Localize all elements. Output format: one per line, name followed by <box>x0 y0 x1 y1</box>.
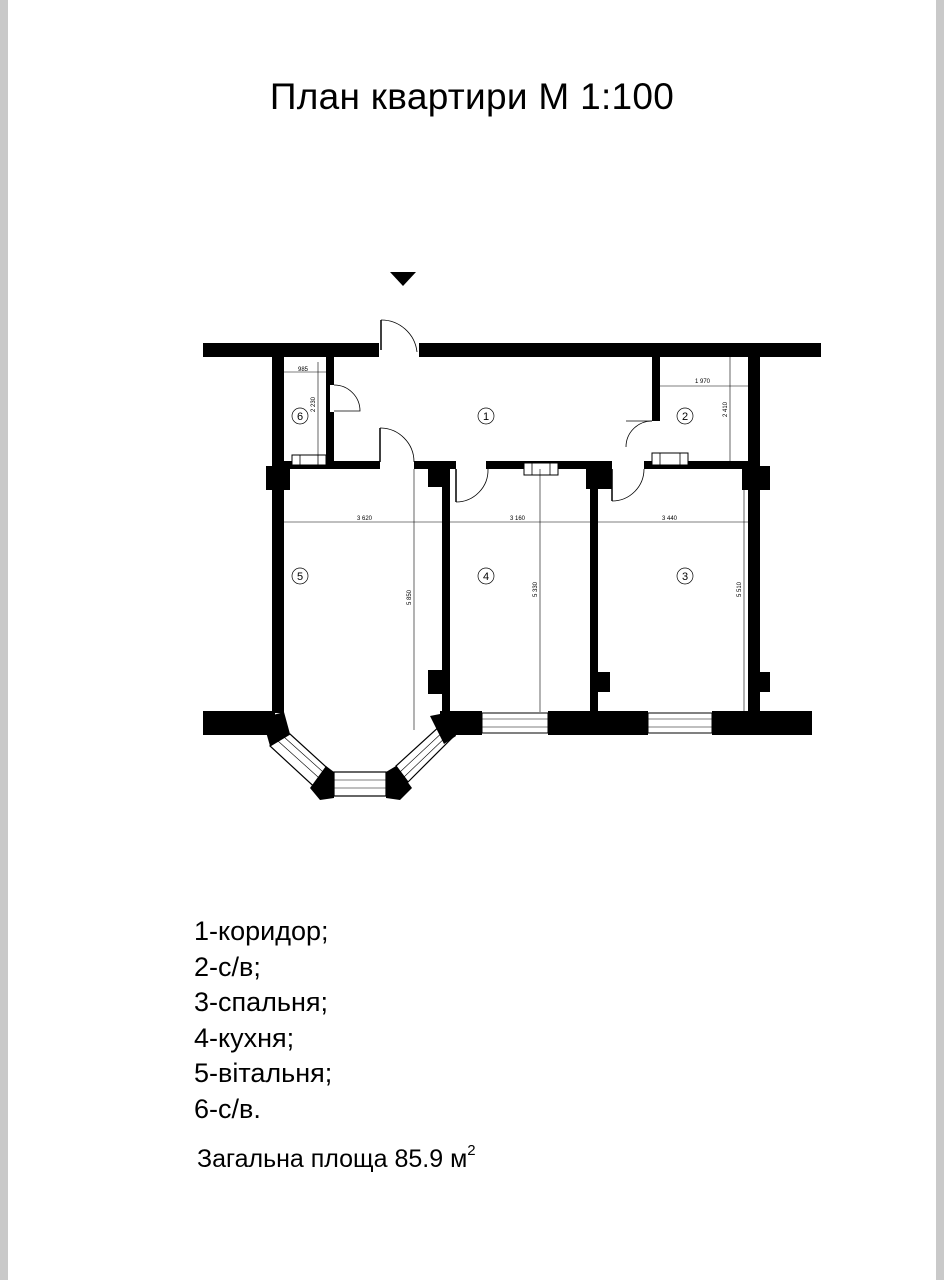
dim-3440: 3 440 <box>662 516 678 522</box>
wall-right <box>748 357 760 713</box>
room-number-5: 5 <box>296 571 304 583</box>
exterior-wall-bottom-b <box>548 711 648 735</box>
dim-5330: 5 330 <box>533 581 539 597</box>
legend-item-5: 5-вітальня; <box>194 1058 333 1088</box>
room-number-4: 4 <box>482 571 490 583</box>
room-number-1: 1 <box>482 411 490 423</box>
bath2-vent <box>652 453 688 465</box>
kitchen-window <box>482 713 548 733</box>
dim-2230: 2 230 <box>311 396 317 412</box>
pier-living-kitchen-top <box>428 463 450 487</box>
entrance-arrow-icon <box>390 272 416 286</box>
dim-1970: 1 970 <box>695 379 711 385</box>
pier-kitchen-bedroom-bottom <box>596 672 610 692</box>
room-legend <box>194 914 332 1127</box>
room-marker-1 <box>478 408 494 424</box>
room-number-3: 3 <box>681 571 689 583</box>
wall-bath2 <box>652 357 660 421</box>
room-marker-5 <box>292 568 308 584</box>
wall-left <box>272 357 284 713</box>
entrance-door-swing <box>381 320 417 352</box>
wall-right-lower-pier <box>756 672 770 692</box>
dim-985: 985 <box>298 367 309 373</box>
exterior-wall-top-right <box>419 343 821 357</box>
wall-right-pier <box>742 466 770 490</box>
room-number-2: 2 <box>681 411 689 423</box>
exterior-wall-top-left <box>203 343 379 357</box>
legend-item-1: 1-коридор; <box>194 916 329 946</box>
bedroom-door <box>612 469 644 501</box>
dim-5850: 5 850 <box>407 589 413 605</box>
wall-bath6 <box>326 357 334 469</box>
dim-5510: 5 510 <box>737 581 743 597</box>
living-bay-window <box>262 712 456 800</box>
dim-3620: 3 620 <box>357 516 373 522</box>
room-marker-4 <box>478 568 494 584</box>
kitchen-door <box>456 469 488 502</box>
pier-kitchen-bedroom-top <box>586 463 612 489</box>
room-number-6: 6 <box>296 411 304 423</box>
wall-left-pier <box>266 466 290 490</box>
room-marker-3 <box>677 568 693 584</box>
legend-item-6: 6-с/в. <box>194 1093 261 1124</box>
bath6-vent <box>292 455 326 465</box>
room-marker-2 <box>677 408 693 424</box>
dim-3160: 3 160 <box>510 516 526 522</box>
total-area <box>197 1142 476 1174</box>
dim-2410: 2 410 <box>723 401 729 417</box>
legend-item-4: 4-кухня; <box>194 1022 295 1053</box>
total-area-unit-sup: 2 <box>467 1142 476 1159</box>
exterior-wall-bottom-c <box>712 711 812 735</box>
legend-item-3: 3-спальня; <box>194 987 328 1017</box>
legend-item-2: 2-с/в; <box>194 951 261 982</box>
bath2-door <box>626 421 652 447</box>
total-area-label: Загальна площа 85.9 м <box>197 1145 468 1173</box>
room-marker-6 <box>292 408 308 424</box>
living-door <box>380 428 414 462</box>
pier-living-kitchen-bottom <box>428 670 450 694</box>
bedroom-window <box>648 713 712 733</box>
kitchen-vent <box>524 463 558 475</box>
plan-title: План квартири М 1:100 <box>269 76 675 117</box>
